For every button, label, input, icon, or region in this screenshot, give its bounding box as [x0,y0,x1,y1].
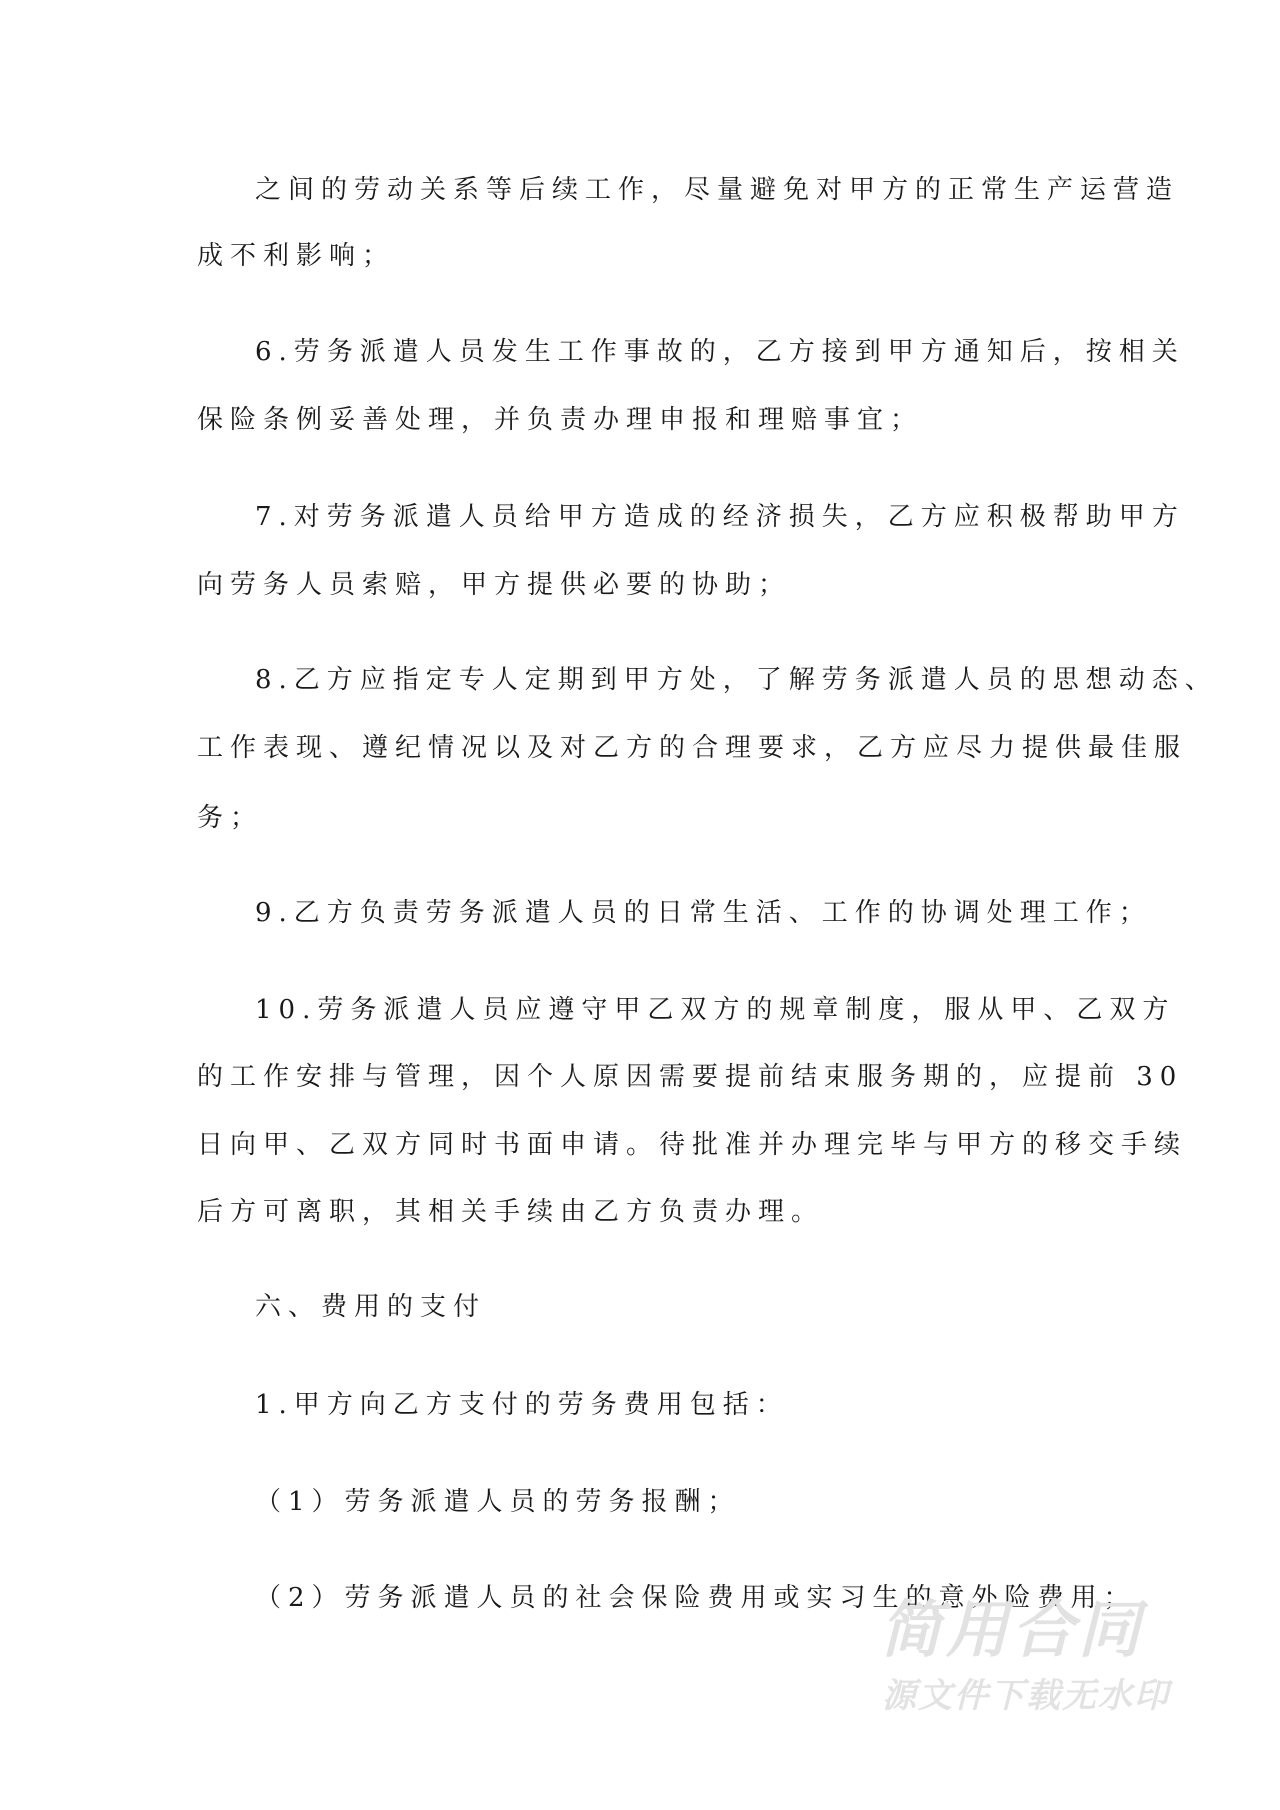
clause-8-line: 务； [197,803,264,833]
payment-subitem-2: （2）劳务派遣人员的社会保险费用或实习生的意外险费用； [255,1583,1137,1613]
clause-10-line: 10.劳务派遣人员应遵守甲乙双方的规章制度，服从甲、乙双方 [255,995,1176,1025]
clause-10-line: 后方可离职，其相关手续由乙方负责办理。 [197,1197,825,1227]
clause-10-line: 的工作安排与管理，因个人原因需要提前结束服务期的，应提前 30 [197,1062,1184,1092]
clause-7-line: 7.对劳务派遣人员给甲方造成的经济损失，乙方应积极帮助甲方 [255,502,1185,532]
clause-9-line: 9.乙方负责劳务派遣人员的日常生活、工作的协调处理工作； [255,898,1152,928]
watermark-subtitle: 源文件下载无水印 [882,1676,1170,1716]
clause-6-line: 保险条例妥善处理，并负责办理申报和理赔事宜； [197,405,924,435]
clause-8-line: 工作表现、遵纪情况以及对乙方的合理要求，乙方应尽力提供最佳服 [197,733,1188,763]
clause-10-line: 日向甲、乙双方同时书面申请。待批准并办理完毕与甲方的移交手续 [197,1130,1188,1160]
clause-6-line: 6.劳务派遣人员发生工作事故的，乙方接到甲方通知后，按相关 [255,337,1185,367]
payment-subitem-1: （1）劳务派遣人员的劳务报酬； [255,1487,741,1517]
watermark-title: 简用合同 [880,1593,1145,1666]
paragraph-line: 之间的劳动关系等后续工作，尽量避免对甲方的正常生产运营造 [255,175,1180,205]
section-heading: 六、费用的支付 [255,1292,487,1322]
clause-7-line: 向劳务人员索赔，甲方提供必要的协助； [197,570,792,600]
paragraph-line: 成不利影响； [197,241,396,271]
payment-item-1: 1.甲方向乙方支付的劳务费用包括： [255,1390,789,1420]
clause-8-line: 8.乙方应指定专人定期到甲方处，了解劳务派遣人员的思想动态、 [255,665,1218,695]
